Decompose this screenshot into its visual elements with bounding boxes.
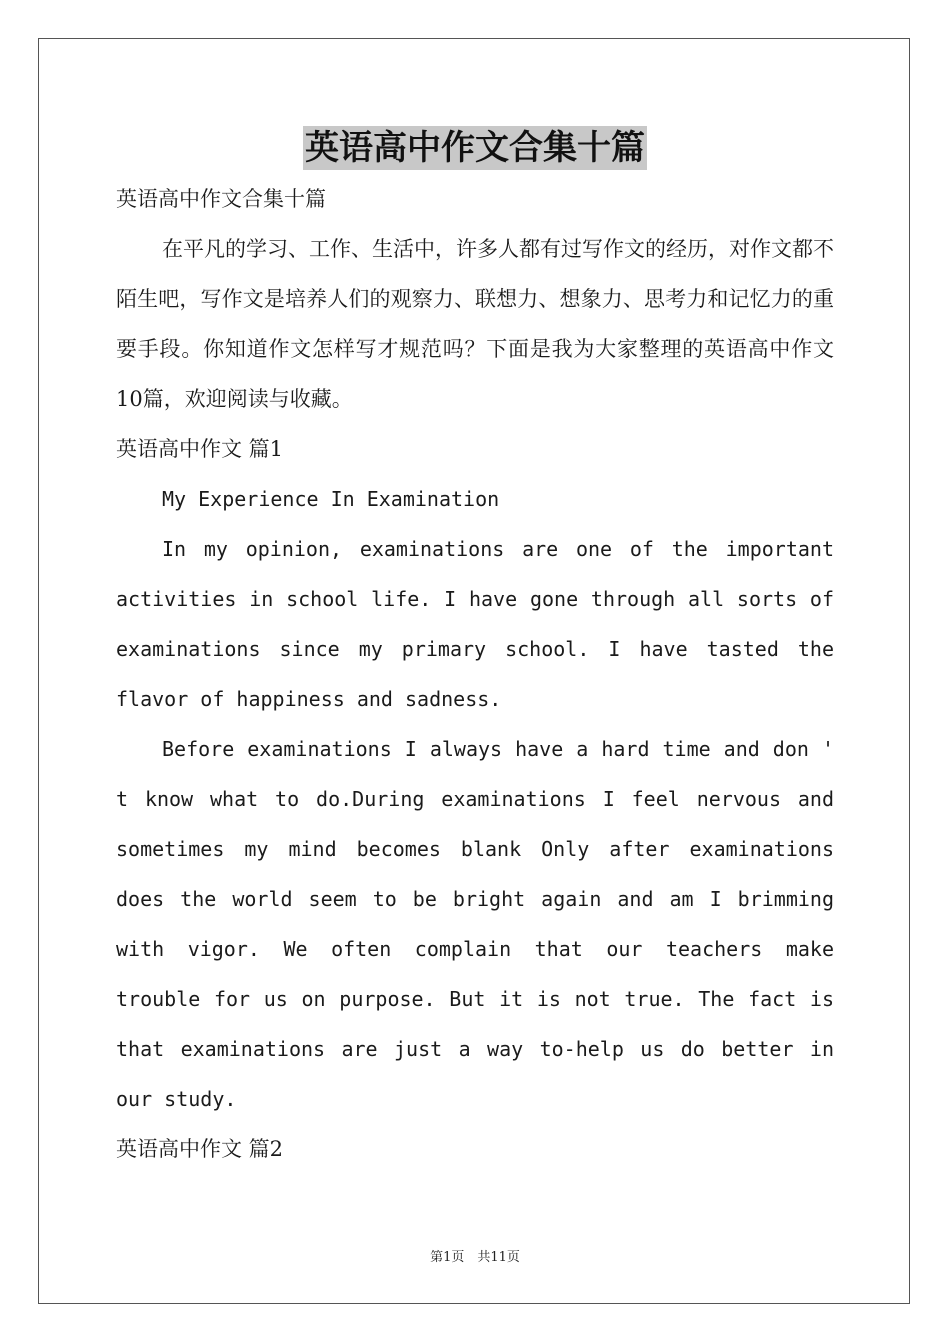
- document-title: 英语高中作文合集十篇: [305, 128, 645, 168]
- essay-paragraph-1: In my opinion, examinations are one of the important activities in school life. I have gone through all sorts of examinations since my primary school. I have tasted the flavor of happiness and sadness.: [116, 537, 834, 711]
- title-container: [0, 126, 950, 170]
- essay-paragraph-2: Before examinations I always have a hard time and don ' t know what to do.During examinations I feel nervous and sometimes my mind becomes blank Only after examinations does the world seem to be bright again and am I brimming with vigor. We often complain that our teachers make trouble for us on purpose. But it is not true. The fact is that examinations are just a way to-help us do better in our study.: [116, 737, 834, 1111]
- section-heading-2: 英语高中作文 篇2: [116, 1137, 284, 1161]
- page-number: 第1页 共11页: [430, 1250, 520, 1265]
- essay-title: My Experience In Examination: [162, 487, 500, 511]
- section-heading-1: 英语高中作文 篇1: [116, 437, 284, 461]
- document-body: [116, 174, 834, 1174]
- intro-paragraph: 在平凡的学习、工作、生活中，许多人都有过写作文的经历，对作文都不陌生吧，写作文是培养人们的观察力、联想力、想象力、思考力和记忆力的重要手段。你知道作文怎样写才规范吗？下面是我为大家整理的英语高中作文10篇，欢迎阅读与收藏。: [116, 237, 834, 411]
- document-subtitle: 英语高中作文合集十篇: [116, 187, 326, 211]
